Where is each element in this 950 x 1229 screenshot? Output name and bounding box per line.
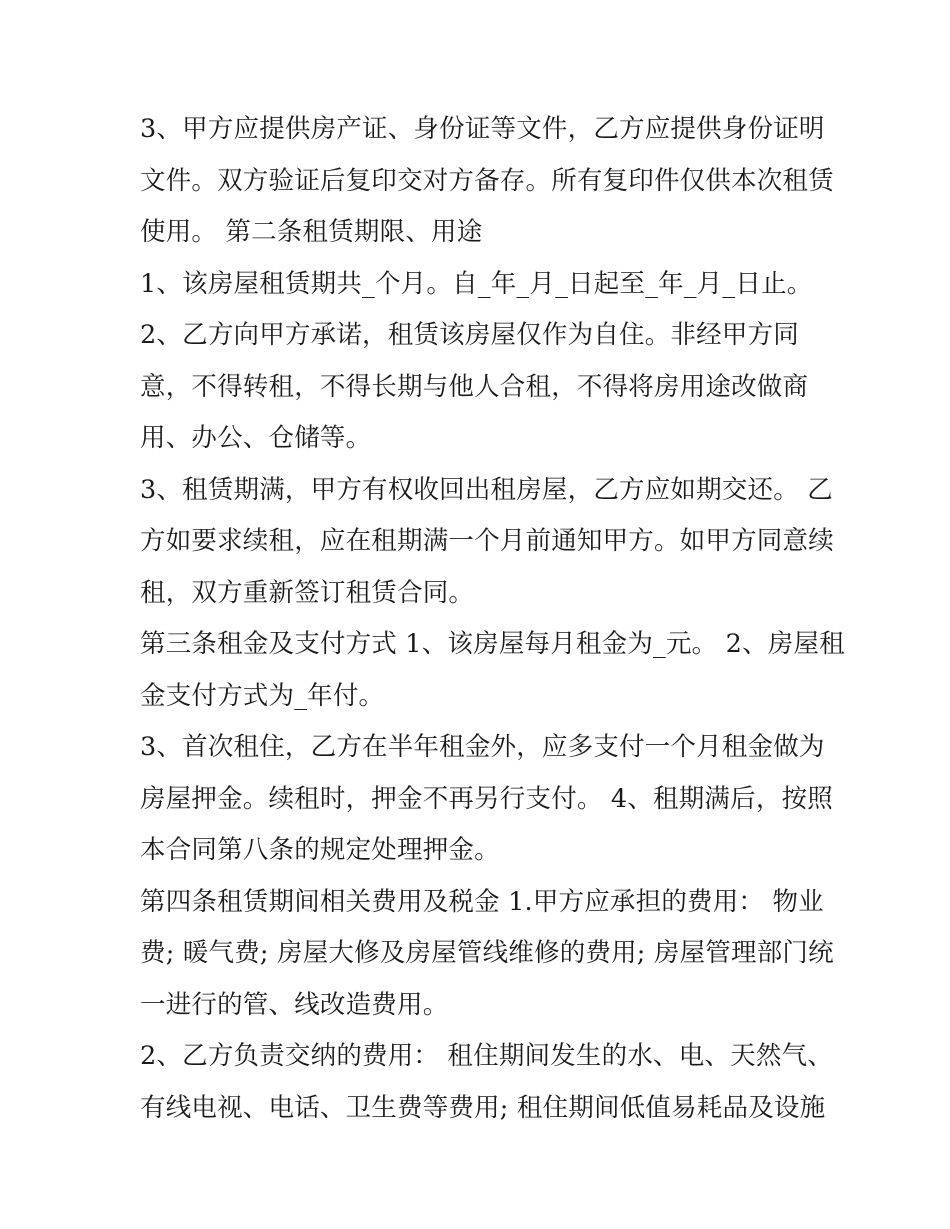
- text-line: 方如要求续租，应在租期满一个月前通知甲方。如甲方同意续: [140, 526, 834, 556]
- text-line: 文件。双方验证后复印交对方备存。所有复印件仅供本次租赁: [140, 165, 834, 196]
- text-line: 2、乙方向甲方承诺，租赁该房屋仅作为自住。非经甲方同: [140, 320, 799, 350]
- text-line: 费; 暖气费; 房屋大修及房屋管线维修的费用; 房屋管理部门统: [140, 938, 834, 968]
- text-line: 2、乙方负责交纳的费用： 租住期间发生的水、电、天然气、: [140, 1041, 833, 1071]
- text-line: 一进行的管、线改造费用。: [140, 989, 449, 1020]
- text-line: 用、办公、仓储等。: [140, 423, 372, 453]
- text-line: 第四条租赁期间相关费用及税金 1.甲方应承担的费用： 物业: [140, 886, 824, 917]
- text-line: 本合同第八条的规定处理押金。: [140, 835, 500, 865]
- text-line: 3、首次租住，乙方在半年租金外，应多支付一个月租金做为: [140, 732, 825, 762]
- text-line: 房屋押金。续租时，押金不再另行支付。 4、租期满后，按照: [140, 783, 833, 814]
- text-line: 金支付方式为_年付。: [140, 680, 385, 711]
- document-body: [140, 104, 845, 1134]
- text-line: 使用。 第二条租赁期限、用途: [140, 217, 483, 247]
- text-line: 3、甲方应提供房产证、身份证等文件，乙方应提供身份证明: [140, 114, 825, 144]
- text-line: 意，不得转租，不得长期与他人合租，不得将房用途改做商: [140, 371, 809, 402]
- text-line: 租，双方重新签订租赁合同。: [140, 577, 475, 608]
- text-line: 3、租赁期满，甲方有权收回出租房屋，乙方应如期交还。 乙: [140, 474, 833, 505]
- text-line: 1、该房屋租赁期共_个月。自_年_月_日起至_年_月_日止。: [140, 268, 813, 299]
- text-line: 第三条租金及支付方式 1、该房屋每月租金为_元。 2、房屋租: [140, 629, 845, 659]
- text-line: 有线电视、电话、卫生费等费用; 租住期间低值易耗品及设施: [140, 1092, 826, 1123]
